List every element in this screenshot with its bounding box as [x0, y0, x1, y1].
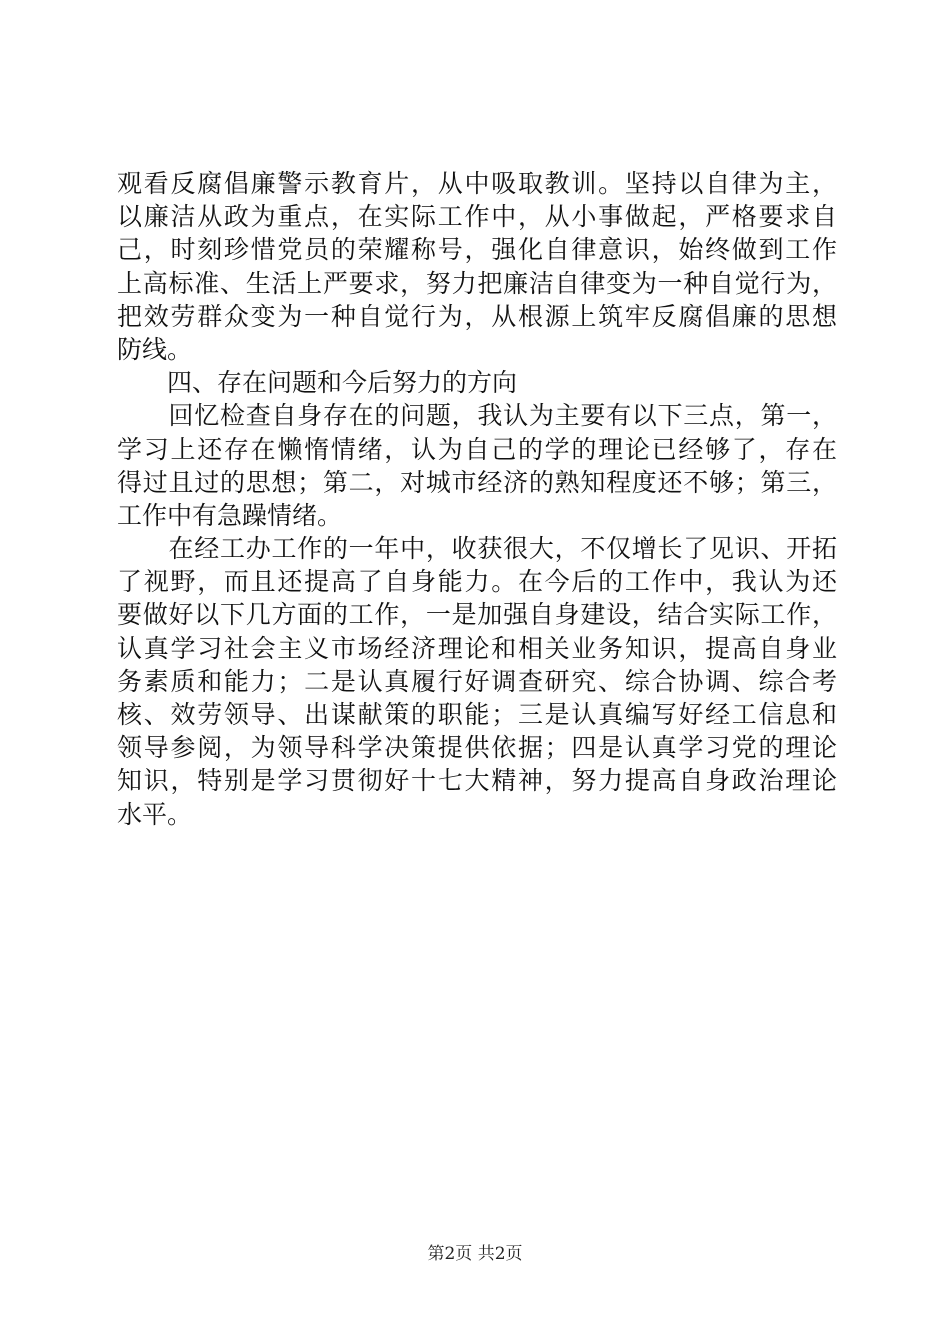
text-line: 上高标准、生活上严要求，努力把廉洁自律变为一种自觉行为，	[117, 268, 837, 298]
text-line: 学习上还存在懒惰情绪，认为自己的学的理论已经够了，存在	[117, 434, 837, 464]
text-line: 得过且过的思想；第二，对城市经济的熟知程度还不够；第三，	[117, 467, 837, 497]
text-line: 知识，特别是学习贯彻好十七大精神，努力提高自身政治理论	[117, 766, 837, 796]
text-line: 领导参阅，为领导科学决策提供依据；四是认真学习党的理论	[117, 733, 837, 763]
text-line: 防线。	[117, 334, 193, 364]
text-line: 观看反腐倡廉警示教育片，从中吸取教训。坚持以自律为主，	[117, 169, 837, 198]
text-line: 要做好以下几方面的工作，一是加强自身建设，结合实际工作，	[117, 600, 837, 630]
text-line: 务素质和能力；二是认真履行好调查研究、综合协调、综合考	[117, 666, 837, 696]
text-line: 己，时刻珍惜党员的荣耀称号，强化自律意识，始终做到工作	[117, 235, 837, 265]
text-line: 了视野，而且还提高了自身能力。在今后的工作中，我认为还	[117, 567, 837, 597]
text-line: 回忆检查自身存在的问题，我认为主要有以下三点，第一，	[117, 401, 837, 431]
page-number: 第2页 共2页	[427, 1244, 523, 1264]
text-line: 在经工办工作的一年中，收获很大，不仅增长了见识、开拓	[117, 534, 837, 564]
text-line: 以廉洁从政为重点，在实际工作中，从小事做起，严格要求自	[117, 202, 837, 232]
text-line: 把效劳群众变为一种自觉行为，从根源上筑牢反腐倡廉的思想	[117, 301, 837, 331]
text-line: 核、效劳领导、出谋献策的职能；三是认真编写好经工信息和	[117, 700, 837, 729]
document-body	[117, 167, 837, 831]
section-heading: 四、存在问题和今后努力的方向	[117, 368, 518, 398]
page-footer	[0, 1243, 950, 1265]
text-line: 水平。	[117, 799, 193, 829]
text-line: 工作中有急躁情绪。	[117, 500, 343, 530]
text-line: 认真学习社会主义市场经济理论和相关业务知识，提高自身业	[117, 633, 837, 663]
